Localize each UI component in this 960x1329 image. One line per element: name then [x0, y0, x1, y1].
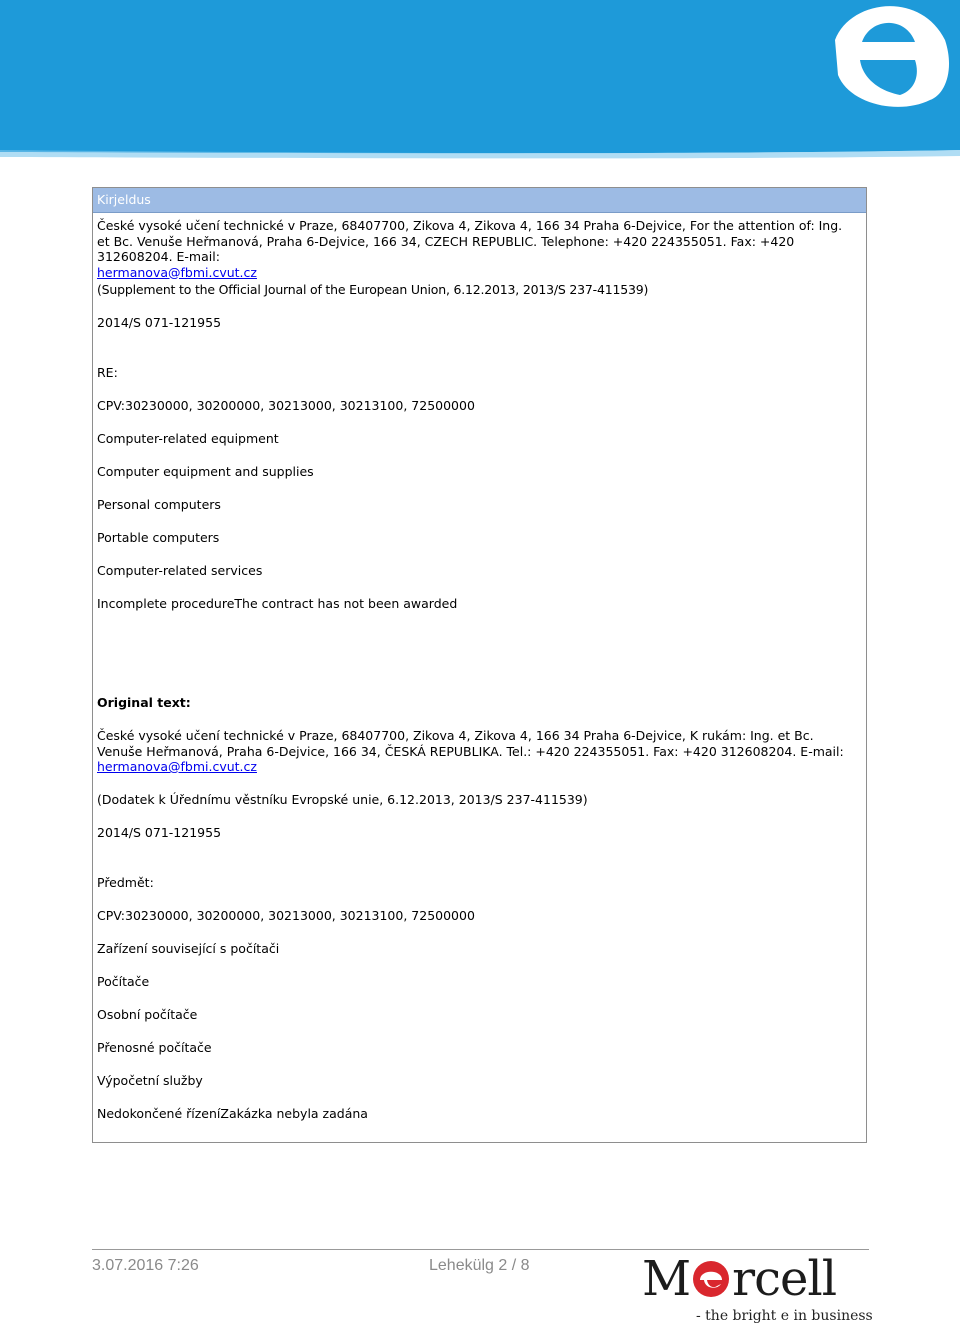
re-label: RE:: [97, 365, 118, 380]
original-cpv-codes: CPV:30230000, 30200000, 30213000, 30213100, 72500000: [97, 908, 475, 923]
list-item: Computer-related equipment: [97, 431, 279, 446]
list-item: Portable computers: [97, 530, 220, 545]
subject-label: Předmět:: [97, 875, 154, 890]
banner-graphic: [0, 0, 960, 170]
banner-wave: [0, 0, 960, 153]
footer-divider: [92, 1249, 869, 1250]
logo-e-icon: [691, 1259, 731, 1299]
panel-body: [93, 213, 866, 1144]
list-item: Computer equipment and supplies: [97, 464, 314, 479]
page-indicator: Lehekülg 2 / 8: [429, 1257, 530, 1274]
original-list-item: Výpočetní služby: [97, 1073, 203, 1088]
description-panel: [92, 187, 867, 1143]
original-contact-paragraph: [97, 728, 854, 775]
email-link[interactable]: hermanova@fbmi.cvut.cz: [97, 264, 257, 280]
original-text-label: Original text:: [97, 695, 191, 710]
supplement-reference: (Supplement to the Official Journal of the European Union, 6.12.2013, 2013/S 237-411539): [97, 282, 649, 297]
footer-date: 3.07.2016 7:26: [92, 1257, 199, 1274]
list-item: Computer-related services: [97, 563, 263, 578]
panel-title: Kirjeldus: [93, 188, 866, 213]
list-item: Personal computers: [97, 497, 221, 512]
notice-number: 2014/S 071-121955: [97, 315, 222, 330]
original-contact-text: České vysoké učení technické v Praze, 68407700, Zikova 4, Zikova 4, 166 34 Praha 6-Dejvice, K rukám: Ing. et Bc. Venuše Heřmanová, Praha 6-Dejvice, 166 34, ČESKÁ REPUBLIKA. Tel.: +420 224355051. Fax: +420 312608204. E-mail:: [97, 728, 844, 759]
logo-wordmark: M rcell: [642, 1251, 837, 1307]
header-banner: [0, 0, 960, 170]
original-procedure-status: Nedokončené řízeníZakázka nebyla zadána: [97, 1106, 368, 1121]
original-supplement-reference: (Dodatek k Úřednímu věstníku Evropské unie, 6.12.2013, 2013/S 237-411539): [97, 792, 588, 807]
marcell-logo: [642, 1251, 873, 1328]
cpv-codes: CPV:30230000, 30200000, 30213000, 30213100, 72500000: [97, 398, 475, 413]
procedure-status: Incomplete procedureThe contract has not been awarded: [97, 596, 458, 611]
original-email-link[interactable]: hermanova@fbmi.cvut.cz: [97, 759, 257, 774]
logo-tagline: - the bright e in business: [696, 1308, 873, 1324]
contact-text: České vysoké učení technické v Praze, 68407700, Zikova 4, Zikova 4, 166 34 Praha 6-Dejvice, For the attention of: Ing. et Bc. Venuše Heřmanová, Praha 6-Dejvice, 166 34, CZECH REPUBLIC. Telephone: +420 224355051. Fax: +420 312608204. E-mail:: [97, 218, 843, 264]
original-notice-number: 2014/S 071-121955: [97, 825, 222, 840]
original-list-item: Zařízení související s počítači: [97, 941, 280, 956]
original-list-item: Osobní počítače: [97, 1007, 198, 1022]
original-list-item: Počítače: [97, 974, 150, 989]
original-list-item: Přenosné počítače: [97, 1040, 212, 1055]
contact-paragraph: [97, 218, 854, 280]
